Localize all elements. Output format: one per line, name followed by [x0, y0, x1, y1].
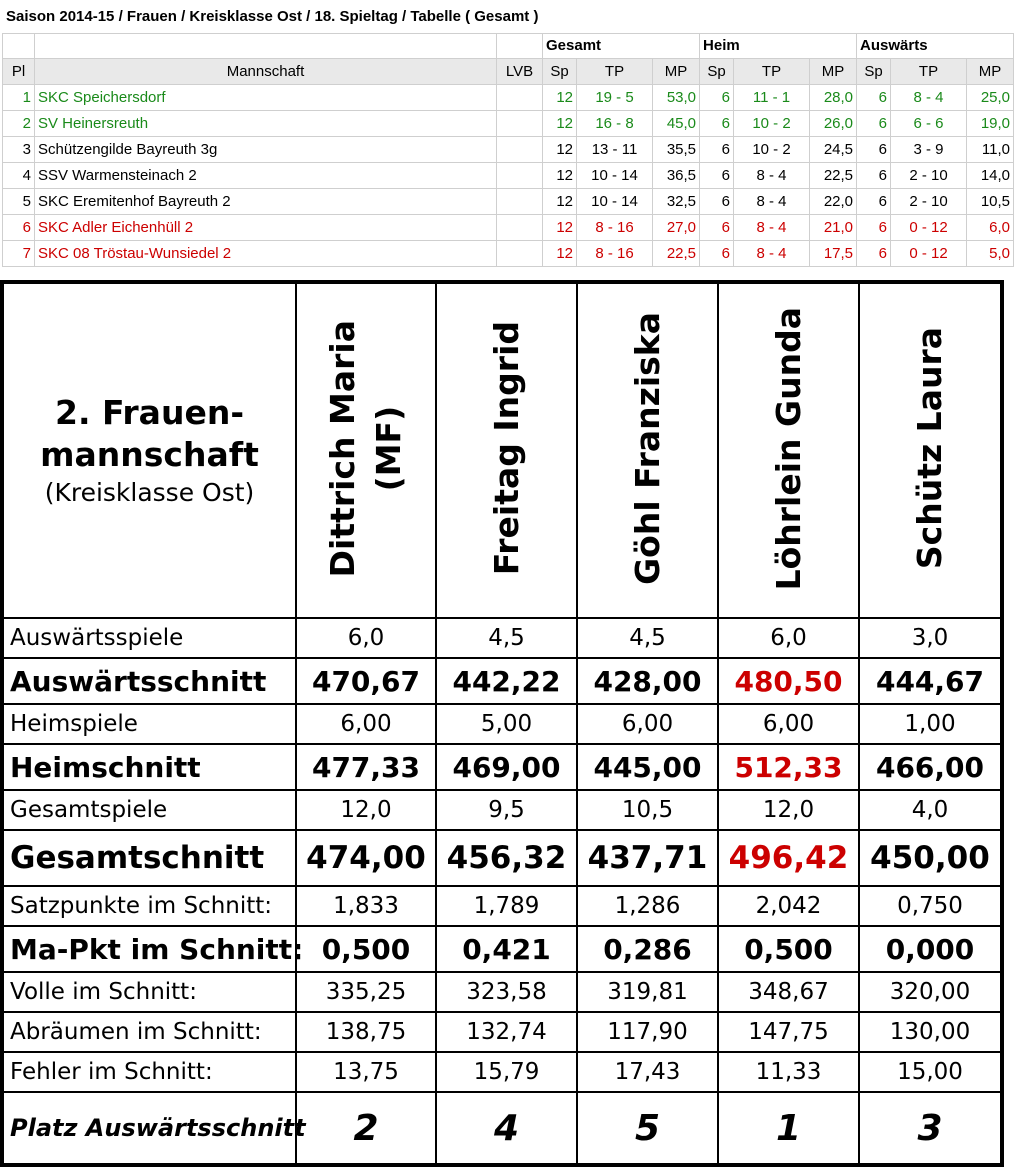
league-cell-pl: 1 [3, 85, 35, 111]
league-cell-g-tp: 8 - 16 [577, 241, 653, 267]
player-header-dittrich [296, 282, 436, 618]
stats-value-cell: 450,00 [859, 830, 1002, 886]
league-cell-a-sp: 6 [857, 241, 891, 267]
col-header-heim-sp[interactable]: Sp [700, 59, 734, 85]
stats-value-cell: 117,90 [577, 1012, 718, 1052]
league-cell-g-mp: 53,0 [653, 85, 700, 111]
stats-row-label: Heimschnitt [2, 744, 296, 790]
stats-value-cell: 2,042 [718, 886, 859, 926]
stats-value-cell: 444,67 [859, 658, 1002, 704]
stats-value-cell: 496,42 [718, 830, 859, 886]
player-header-freitag [436, 282, 577, 618]
stats-row-label: Abräumen im Schnitt: [2, 1012, 296, 1052]
stats-value-cell: 428,00 [577, 658, 718, 704]
stats-value-cell: 6,00 [577, 704, 718, 744]
player-name: Schütz Laura [910, 327, 949, 570]
league-cell-lvb [497, 215, 543, 241]
stats-value-cell: 1,00 [859, 704, 1002, 744]
stats-value-cell: 4,0 [859, 790, 1002, 830]
league-cell-pl: 4 [3, 163, 35, 189]
team-header [2, 282, 296, 618]
stats-row-label: Heimspiele [2, 704, 296, 744]
stats-row-label: Auswärtsschnitt [2, 658, 296, 704]
stats-value-cell: 132,74 [436, 1012, 577, 1052]
league-row[interactable] [3, 163, 1014, 189]
league-cell-pl: 7 [3, 241, 35, 267]
stats-value-cell: 437,71 [577, 830, 718, 886]
col-header-auswaerts-tp[interactable]: TP [891, 59, 967, 85]
league-cell-pl: 6 [3, 215, 35, 241]
stats-value-cell: 466,00 [859, 744, 1002, 790]
stats-row [2, 1012, 1002, 1052]
league-cell-a-tp: 0 - 12 [891, 215, 967, 241]
league-row[interactable] [3, 215, 1014, 241]
stats-value-cell: 15,79 [436, 1052, 577, 1092]
stats-value-cell: 4,5 [577, 618, 718, 658]
league-cell-h-tp: 8 - 4 [734, 215, 810, 241]
league-cell-a-sp: 6 [857, 111, 891, 137]
stats-value-cell: 6,00 [296, 704, 436, 744]
stats-value-cell: 5,00 [436, 704, 577, 744]
league-cell-a-tp: 2 - 10 [891, 163, 967, 189]
player-name: Dittrich Maria [323, 319, 362, 578]
stats-value-cell: 2 [296, 1092, 436, 1165]
league-cell-team[interactable]: SKC Adler Eichenhüll 2 [35, 215, 497, 241]
league-cell-lvb [497, 111, 543, 137]
stats-value-cell: 0,750 [859, 886, 1002, 926]
stats-row [2, 704, 1002, 744]
stats-value-cell: 477,33 [296, 744, 436, 790]
stats-row [2, 618, 1002, 658]
stats-value-cell: 0,500 [718, 926, 859, 972]
stats-value-cell: 130,00 [859, 1012, 1002, 1052]
stats-value-cell: 6,0 [718, 618, 859, 658]
league-cell-h-mp: 22,0 [810, 189, 857, 215]
stats-row-label: Gesamtspiele [2, 790, 296, 830]
stats-row-label: Auswärtsspiele [2, 618, 296, 658]
league-cell-g-mp: 35,5 [653, 137, 700, 163]
team-title-line2: mannschaft [40, 434, 259, 474]
league-cell-h-tp: 10 - 2 [734, 137, 810, 163]
stats-value-cell: 1,286 [577, 886, 718, 926]
player-name: Göhl Franziska [627, 312, 667, 585]
col-header-auswaerts-mp[interactable]: MP [967, 59, 1014, 85]
stats-value-cell: 1 [718, 1092, 859, 1165]
league-cell-team[interactable]: SKC 08 Tröstau-Wunsiedel 2 [35, 241, 497, 267]
stats-value-cell: 0,421 [436, 926, 577, 972]
league-cell-h-mp: 28,0 [810, 85, 857, 111]
league-cell-h-mp: 22,5 [810, 163, 857, 189]
stats-value-cell: 442,22 [436, 658, 577, 704]
league-row[interactable] [3, 189, 1014, 215]
stats-row [2, 1092, 1002, 1165]
league-cell-g-tp: 8 - 16 [577, 215, 653, 241]
league-cell-g-sp: 12 [543, 189, 577, 215]
stats-value-cell: 13,75 [296, 1052, 436, 1092]
league-cell-a-tp: 6 - 6 [891, 111, 967, 137]
stats-row-label: Volle im Schnitt: [2, 972, 296, 1012]
stats-row-label: Fehler im Schnitt: [2, 1052, 296, 1092]
league-cell-lvb [497, 137, 543, 163]
stats-value-cell: 320,00 [859, 972, 1002, 1012]
stats-value-cell: 1,789 [436, 886, 577, 926]
league-cell-h-sp: 6 [700, 215, 734, 241]
stats-row [2, 744, 1002, 790]
league-group-header-row [3, 34, 1014, 59]
league-cell-h-tp: 10 - 2 [734, 111, 810, 137]
league-cell-g-mp: 27,0 [653, 215, 700, 241]
stats-value-cell: 348,67 [718, 972, 859, 1012]
league-cell-g-mp: 22,5 [653, 241, 700, 267]
league-cell-a-mp: 19,0 [967, 111, 1014, 137]
league-cell-g-mp: 36,5 [653, 163, 700, 189]
league-cell-team[interactable]: SKC Eremitenhof Bayreuth 2 [35, 189, 497, 215]
league-cell-g-sp: 12 [543, 85, 577, 111]
league-cell-lvb [497, 241, 543, 267]
stats-value-cell: 4,5 [436, 618, 577, 658]
league-cell-g-tp: 13 - 11 [577, 137, 653, 163]
col-header-auswaerts-sp[interactable]: Sp [857, 59, 891, 85]
col-header-gesamt-mp[interactable]: MP [653, 59, 700, 85]
league-cell-g-sp: 12 [543, 137, 577, 163]
stats-row-label: Ma-Pkt im Schnitt: [2, 926, 296, 972]
col-header-pl[interactable]: Pl [3, 59, 35, 85]
stats-value-cell: 323,58 [436, 972, 577, 1012]
league-cell-h-tp: 8 - 4 [734, 241, 810, 267]
league-cell-lvb [497, 189, 543, 215]
stats-table-body [2, 618, 1002, 1165]
league-cell-a-sp: 6 [857, 215, 891, 241]
league-cell-a-tp: 8 - 4 [891, 85, 967, 111]
league-cell-h-sp: 6 [700, 111, 734, 137]
col-header-mannschaft[interactable]: Mannschaft [35, 59, 497, 85]
player-name: Freitag Ingrid [486, 321, 526, 576]
stats-row [2, 1052, 1002, 1092]
league-cell-g-mp: 45,0 [653, 111, 700, 137]
player-header-schuetz [859, 282, 1002, 618]
league-cell-g-tp: 10 - 14 [577, 163, 653, 189]
league-table-body [3, 85, 1014, 267]
stats-value-cell: 12,0 [718, 790, 859, 830]
league-cell-g-sp: 12 [543, 163, 577, 189]
league-cell-h-sp: 6 [700, 241, 734, 267]
league-row[interactable] [3, 241, 1014, 267]
league-cell-g-tp: 16 - 8 [577, 111, 653, 137]
league-cell-a-mp: 6,0 [967, 215, 1014, 241]
col-header-heim-tp[interactable]: TP [734, 59, 810, 85]
league-cell-team[interactable]: SV Heinersreuth [35, 111, 497, 137]
league-cell-a-tp: 0 - 12 [891, 241, 967, 267]
league-cell-pl: 3 [3, 137, 35, 163]
league-table [2, 33, 1014, 267]
league-cell-a-tp: 2 - 10 [891, 189, 967, 215]
team-title-line1: 2. Frauen- [54, 392, 245, 432]
stats-value-cell: 12,0 [296, 790, 436, 830]
stats-row [2, 972, 1002, 1012]
stats-header-row [2, 282, 1002, 618]
league-cell-lvb [497, 85, 543, 111]
stats-value-cell: 474,00 [296, 830, 436, 886]
league-cell-pl: 5 [3, 189, 35, 215]
player-name: Löhrlein Gunda [768, 306, 808, 591]
stats-value-cell: 469,00 [436, 744, 577, 790]
stats-value-cell: 17,43 [577, 1052, 718, 1092]
page-title: Saison 2014-15 / Frauen / Kreisklasse Ost / 18. Spieltag / Tabelle ( Gesamt ) [6, 8, 539, 25]
stats-row-label: Gesamtschnitt [2, 830, 296, 886]
stats-value-cell: 138,75 [296, 1012, 436, 1052]
player-stats-table [0, 280, 1004, 1167]
league-cell-pl: 2 [3, 111, 35, 137]
stats-value-cell: 4 [436, 1092, 577, 1165]
league-cell-a-sp: 6 [857, 189, 891, 215]
stats-value-cell: 3 [859, 1092, 1002, 1165]
col-header-gesamt-sp[interactable]: Sp [543, 59, 577, 85]
stats-value-cell: 470,67 [296, 658, 436, 704]
stats-row-label: Satzpunkte im Schnitt: [2, 886, 296, 926]
stats-value-cell: 9,5 [436, 790, 577, 830]
league-cell-h-tp: 8 - 4 [734, 163, 810, 189]
stats-value-cell: 6,0 [296, 618, 436, 658]
stats-value-cell: 335,25 [296, 972, 436, 1012]
league-cell-g-sp: 12 [543, 215, 577, 241]
league-cell-a-tp: 3 - 9 [891, 137, 967, 163]
league-cell-h-sp: 6 [700, 137, 734, 163]
league-cell-team[interactable]: Schützengilde Bayreuth 3g [35, 137, 497, 163]
team-subtitle: (Kreisklasse Ost) [44, 477, 255, 507]
league-cell-g-tp: 10 - 14 [577, 189, 653, 215]
stats-row [2, 830, 1002, 886]
league-row[interactable] [3, 137, 1014, 163]
stats-value-cell: 11,33 [718, 1052, 859, 1092]
stats-value-cell: 6,00 [718, 704, 859, 744]
stats-row [2, 886, 1002, 926]
league-cell-a-sp: 6 [857, 137, 891, 163]
league-cell-g-sp: 12 [543, 241, 577, 267]
stats-value-cell: 0,000 [859, 926, 1002, 972]
stats-value-cell: 512,33 [718, 744, 859, 790]
league-cell-lvb [497, 163, 543, 189]
group-header-heim: Heim [700, 34, 857, 59]
stats-value-cell: 1,833 [296, 886, 436, 926]
stats-value-cell: 445,00 [577, 744, 718, 790]
col-header-gesamt-tp[interactable]: TP [577, 59, 653, 85]
stats-row [2, 790, 1002, 830]
stats-value-cell: 456,32 [436, 830, 577, 886]
league-cell-a-mp: 5,0 [967, 241, 1014, 267]
league-cell-g-tp: 19 - 5 [577, 85, 653, 111]
league-cell-team[interactable]: SSV Warmensteinach 2 [35, 163, 497, 189]
league-cell-g-mp: 32,5 [653, 189, 700, 215]
group-header-gesamt: Gesamt [543, 34, 700, 59]
stats-value-cell: 15,00 [859, 1052, 1002, 1092]
league-cell-h-sp: 6 [700, 85, 734, 111]
stats-row [2, 926, 1002, 972]
stats-value-cell: 480,50 [718, 658, 859, 704]
league-cell-h-mp: 26,0 [810, 111, 857, 137]
league-cell-a-sp: 6 [857, 85, 891, 111]
stats-row [2, 658, 1002, 704]
league-column-header-row [3, 59, 1014, 85]
league-cell-team[interactable]: SKC Speichersdorf [35, 85, 497, 111]
league-cell-h-sp: 6 [700, 163, 734, 189]
stats-value-cell: 319,81 [577, 972, 718, 1012]
stats-value-cell: 10,5 [577, 790, 718, 830]
league-cell-a-mp: 10,5 [967, 189, 1014, 215]
stats-row-label: Platz Auswärtsschnitt [2, 1092, 296, 1165]
league-cell-a-mp: 14,0 [967, 163, 1014, 189]
league-cell-h-mp: 17,5 [810, 241, 857, 267]
col-header-lvb[interactable]: LVB [497, 59, 543, 85]
stats-value-cell: 5 [577, 1092, 718, 1165]
league-cell-a-mp: 25,0 [967, 85, 1014, 111]
group-header-auswaerts: Auswärts [857, 34, 1014, 59]
league-row[interactable] [3, 85, 1014, 111]
col-header-heim-mp[interactable]: MP [810, 59, 857, 85]
league-cell-h-sp: 6 [700, 189, 734, 215]
player-role: (MF) [369, 405, 408, 492]
league-cell-h-mp: 24,5 [810, 137, 857, 163]
league-cell-g-sp: 12 [543, 111, 577, 137]
player-header-goehl [577, 282, 718, 618]
player-header-loehrlein [718, 282, 859, 618]
league-cell-a-mp: 11,0 [967, 137, 1014, 163]
stats-value-cell: 3,0 [859, 618, 1002, 658]
league-cell-h-tp: 11 - 1 [734, 85, 810, 111]
league-cell-h-mp: 21,0 [810, 215, 857, 241]
stats-value-cell: 0,286 [577, 926, 718, 972]
stats-value-cell: 0,500 [296, 926, 436, 972]
league-cell-h-tp: 8 - 4 [734, 189, 810, 215]
league-cell-a-sp: 6 [857, 163, 891, 189]
stats-value-cell: 147,75 [718, 1012, 859, 1052]
league-row[interactable] [3, 111, 1014, 137]
